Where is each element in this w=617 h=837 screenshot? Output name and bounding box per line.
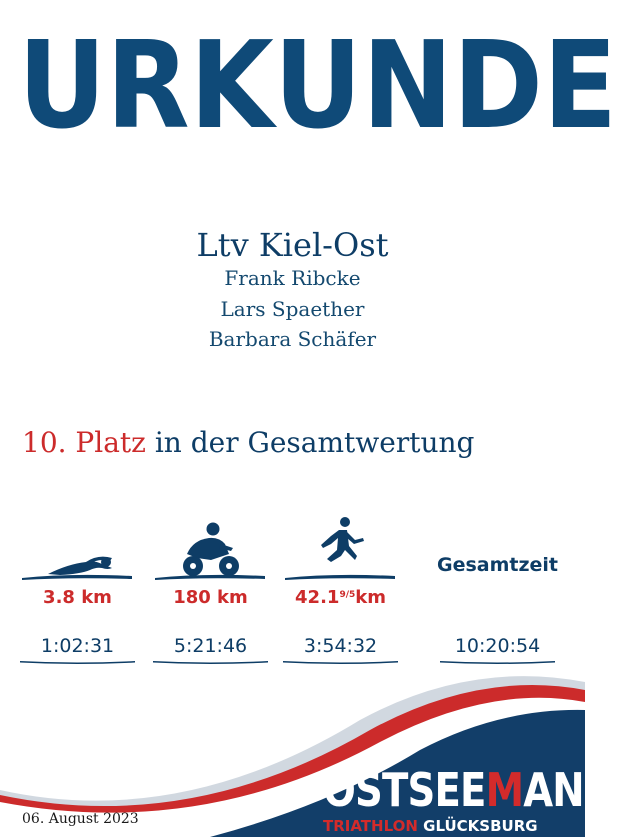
certificate-date: 06. August 2023 [22,811,139,827]
runner-icon [283,510,398,582]
placement-text: in der Gesamtwertung [154,426,475,459]
logo-subtitle: TRIATHLON GLÜCKSBURG [323,817,538,835]
bike-time: 5:21:46 [173,635,248,657]
swimmer-icon [20,510,135,582]
discipline-bike [153,510,268,657]
swim-distance: 3.8 km [43,587,112,608]
divider-underline [20,659,135,665]
total-time-block [436,510,559,657]
total-label: Gesamtzeit [436,554,559,576]
team-member: Barbara Schäfer [208,327,377,351]
team-member: Frank Ribcke [224,266,361,290]
placement-line [22,426,474,459]
total-time: 10:20:54 [454,635,541,657]
discipline-swim [20,510,135,657]
ostseeman-logo [323,763,584,835]
run-distance-fraction: 9/5 [339,590,356,600]
discipline-run [283,510,398,657]
logo-wordmark: OSTSEEMAN [323,763,584,817]
certificate-title: U R K U N D E [18,14,617,156]
run-time: 3:54:32 [303,635,378,657]
divider-underline [153,659,268,665]
bike-distance: 180 km [173,587,248,608]
team-name: Ltv Kiel-Ost [196,226,389,264]
team-member: Lars Spaether [220,297,365,321]
cyclist-icon [153,510,268,582]
placement-rank: 10. Platz [22,426,146,459]
divider-underline [283,659,398,665]
run-distance: $42.1^{9/5}km$ [295,587,386,608]
swim-time: 1:02:31 [40,635,115,657]
divider-underline [440,659,555,665]
